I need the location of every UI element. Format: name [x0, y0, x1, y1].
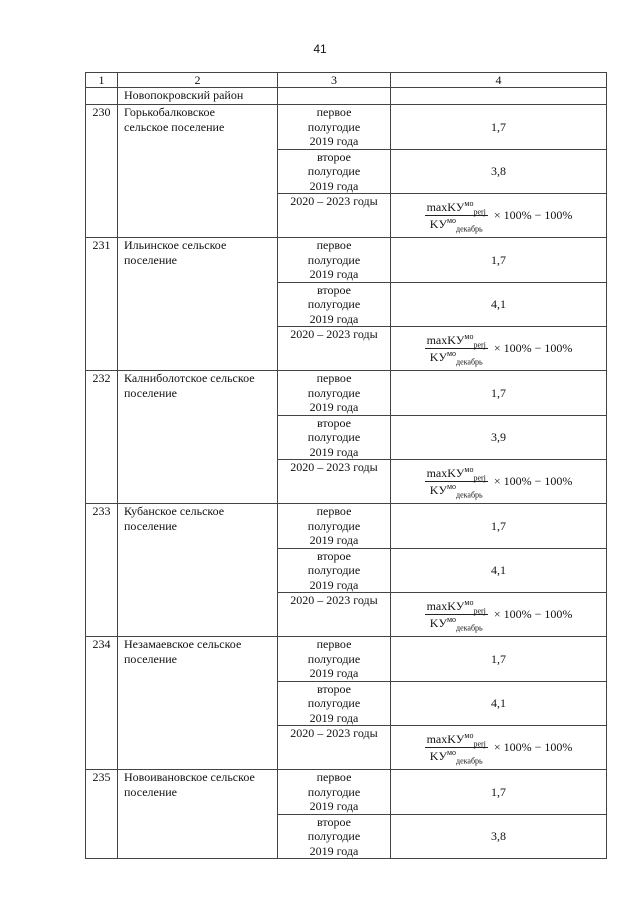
region-row — [86, 88, 607, 105]
period-cell: второе полугодие 2019 года — [278, 814, 391, 859]
table-row — [86, 238, 607, 283]
formula-numerator: maxKУ$^{мо}_{perj}$ — [426, 598, 486, 616]
table-row — [86, 105, 607, 150]
table-row — [86, 770, 607, 815]
formula-cell — [391, 194, 607, 238]
period-cell: второе полугодие 2019 года — [278, 282, 391, 327]
value-cell: 1,7 — [391, 770, 607, 815]
formula-den-sub: декабрь — [456, 623, 483, 633]
table-row — [86, 504, 607, 549]
table-row — [86, 371, 607, 416]
formula-num-sup: мо — [464, 332, 474, 341]
formula-fraction — [425, 598, 488, 633]
tariff-table — [85, 72, 607, 859]
formula-num-sup: мо — [464, 598, 474, 607]
value-cell: 4,1 — [391, 282, 607, 327]
header-col-1: 1 — [86, 73, 118, 88]
region-name: Новопокровский район — [118, 88, 278, 105]
formula-fraction — [425, 731, 488, 766]
period-cell: второе полугодие 2019 года — [278, 149, 391, 194]
formula-den-sup: мо — [446, 748, 457, 757]
header-col-4: 4 — [391, 73, 607, 88]
formula-fraction — [425, 332, 488, 367]
period-cell: первое полугодие 2019 года — [278, 371, 391, 416]
formula-tail: × 100% − 100% — [493, 341, 573, 356]
formula-denominator: $KУ^{мо}_{декабрь}$ — [429, 615, 483, 633]
formula — [425, 731, 573, 766]
formula — [425, 465, 573, 500]
formula-num-sup: мо — [464, 465, 474, 474]
value-cell: 1,7 — [391, 238, 607, 283]
formula-num-sub: perj — [473, 606, 486, 616]
formula-numerator: maxKУ$^{мо}_{perj}$ — [426, 332, 486, 350]
period-cell: первое полугодие 2019 года — [278, 637, 391, 682]
formula-den-sub: декабрь — [456, 224, 483, 234]
settlement-name: Кубанское сельское поселение — [118, 504, 278, 637]
formula-denominator: $KУ^{мо}_{декабрь}$ — [429, 349, 483, 367]
header-col-3: 3 — [278, 73, 391, 88]
formula-den-sup: мо — [446, 482, 457, 491]
region-empty-cell — [86, 88, 118, 105]
formula-fraction — [425, 465, 488, 500]
formula-tail: × 100% − 100% — [493, 474, 573, 489]
formula-num-sub: perj — [473, 340, 486, 350]
formula-denominator: $KУ^{мо}_{декабрь}$ — [429, 482, 483, 500]
value-cell: 1,7 — [391, 105, 607, 150]
formula-numerator: maxKУ$^{мо}_{perj}$ — [426, 731, 486, 749]
period-cell: 2020 – 2023 годы — [278, 327, 391, 371]
row-number: 232 — [86, 371, 118, 504]
settlement-name: Ильинское сельское поселение — [118, 238, 278, 371]
formula-tail: × 100% − 100% — [493, 740, 573, 755]
row-number: 235 — [86, 770, 118, 859]
formula-cell — [391, 460, 607, 504]
row-number: 234 — [86, 637, 118, 770]
period-cell: первое полугодие 2019 года — [278, 105, 391, 150]
formula-tail: × 100% − 100% — [493, 208, 573, 223]
settlement-name: Незамаевское сельское поселение — [118, 637, 278, 770]
value-cell: 3,8 — [391, 149, 607, 194]
formula-cell — [391, 327, 607, 371]
formula — [425, 199, 573, 234]
header-col-2: 2 — [118, 73, 278, 88]
value-cell: 1,7 — [391, 371, 607, 416]
row-number: 233 — [86, 504, 118, 637]
period-cell: второе полугодие 2019 года — [278, 415, 391, 460]
value-cell: 1,7 — [391, 504, 607, 549]
formula-cell — [391, 593, 607, 637]
formula-denominator: $KУ^{мо}_{декабрь}$ — [429, 748, 483, 766]
formula-den-sub: декабрь — [456, 756, 483, 766]
formula-num-sub: perj — [473, 473, 486, 483]
value-cell: 1,7 — [391, 637, 607, 682]
row-number: 231 — [86, 238, 118, 371]
formula — [425, 332, 573, 367]
row-number: 230 — [86, 105, 118, 238]
formula — [425, 598, 573, 633]
period-cell: 2020 – 2023 годы — [278, 194, 391, 238]
table-row — [86, 637, 607, 682]
page-number: 41 — [313, 42, 327, 56]
region-empty-cell — [278, 88, 391, 105]
formula-den-sub: декабрь — [456, 490, 483, 500]
period-cell: второе полугодие 2019 года — [278, 681, 391, 726]
formula-numerator: maxKУ$^{мо}_{perj}$ — [426, 199, 486, 217]
region-empty-cell — [391, 88, 607, 105]
formula-num-sub: perj — [473, 207, 486, 217]
formula-fraction — [425, 199, 488, 234]
formula-denominator: $KУ^{мо}_{декабрь}$ — [429, 216, 483, 234]
value-cell: 4,1 — [391, 548, 607, 593]
settlement-name: Калниболотское сельское поселение — [118, 371, 278, 504]
value-cell: 4,1 — [391, 681, 607, 726]
formula-numerator: maxKУ$^{мо}_{perj}$ — [426, 465, 486, 483]
formula-den-sup: мо — [446, 349, 457, 358]
period-cell: 2020 – 2023 годы — [278, 593, 391, 637]
period-cell: 2020 – 2023 годы — [278, 726, 391, 770]
formula-num-sup: мо — [464, 731, 474, 740]
period-cell: 2020 – 2023 годы — [278, 460, 391, 504]
formula-num-sub: perj — [473, 739, 486, 749]
value-cell: 3,9 — [391, 415, 607, 460]
settlement-name: Новоивановское сельское поселение — [118, 770, 278, 859]
period-cell: первое полугодие 2019 года — [278, 238, 391, 283]
formula-den-sub: декабрь — [456, 357, 483, 367]
table-body — [86, 73, 607, 859]
period-cell: второе полугодие 2019 года — [278, 548, 391, 593]
formula-cell — [391, 726, 607, 770]
period-cell: первое полугодие 2019 года — [278, 770, 391, 815]
value-cell: 3,8 — [391, 814, 607, 859]
formula-den-sup: мо — [446, 216, 457, 225]
formula-num-sup: мо — [464, 199, 474, 208]
formula-tail: × 100% − 100% — [493, 607, 573, 622]
header-row — [86, 73, 607, 88]
period-cell: первое полугодие 2019 года — [278, 504, 391, 549]
formula-den-sup: мо — [446, 615, 457, 624]
settlement-name: Горькобалковское сельское поселение — [118, 105, 278, 238]
